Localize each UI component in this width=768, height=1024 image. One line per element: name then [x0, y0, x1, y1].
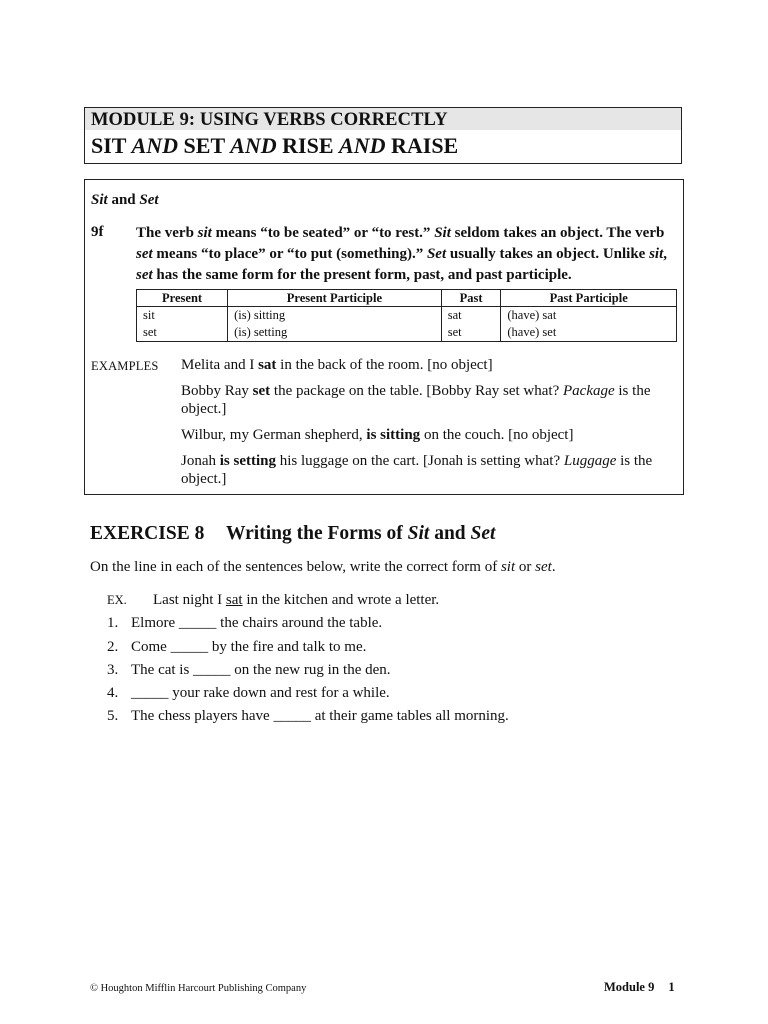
rule-part: set [136, 246, 153, 262]
rule-part: Sit [434, 225, 451, 241]
heading-word: Sit [91, 192, 108, 208]
item-number: 5. [107, 708, 119, 725]
item-number: 3. [107, 661, 119, 678]
exercise-instructions [90, 559, 556, 576]
text-part: Package [563, 383, 615, 399]
title-word: RAISE [385, 133, 459, 158]
title-word: AND [339, 133, 386, 158]
rule-part: means “to be seated” or “to rest.” [211, 225, 435, 241]
exercise-heading [90, 523, 495, 545]
text-part: in the kitchen and wrote a letter. [242, 592, 440, 608]
text-part: Luggage [563, 453, 617, 469]
title-part: and [429, 523, 471, 544]
rule-part: sit [197, 225, 212, 241]
example-sentence [181, 356, 676, 374]
title-word: AND [230, 133, 277, 158]
rule-number: 9f [91, 224, 104, 240]
copyright-notice: © Houghton Mifflin Harcourt Publishing Company [90, 983, 307, 994]
text-part: sat [258, 357, 277, 373]
table-cell: (have) sat [501, 307, 677, 325]
item-number: 4. [107, 685, 119, 702]
table-row [137, 307, 677, 325]
example-sentence [181, 426, 676, 444]
table-cell: sit [137, 307, 228, 325]
lesson-box [84, 179, 684, 495]
text-part: Last night I [153, 592, 226, 608]
item-number: 2. [107, 638, 119, 655]
column-header: Present Participle [228, 290, 442, 307]
table-cell: (is) setting [228, 324, 442, 342]
page-title [85, 130, 681, 162]
column-header: Past [441, 290, 501, 307]
text-part: on the couch. [no object] [420, 427, 574, 443]
verb-forms-table [136, 289, 677, 342]
table-cell: sat [441, 307, 501, 325]
examples-label: EXAMPLES [91, 359, 159, 373]
table-row [137, 324, 677, 342]
rule-part: sit [649, 246, 664, 262]
table-header-row [137, 290, 677, 307]
footer-module: Module 9 [604, 980, 655, 994]
text-part: Melita and I [181, 357, 259, 373]
text-part: sit [500, 559, 516, 575]
page-footer [604, 980, 675, 995]
example-sentence [181, 452, 676, 488]
item-text: Elmore _____ the chairs around the table. [131, 615, 383, 632]
text-part: Bobby Ray [181, 383, 253, 399]
exercise-number: EXERCISE 8 [90, 523, 205, 544]
example-label: EX. [107, 593, 127, 607]
column-header: Present [137, 290, 228, 307]
text-part: Jonah [181, 453, 220, 469]
text-part: is the object.] [181, 453, 653, 487]
table-cell: set [137, 324, 228, 342]
text-part: On the line in each of the sentences below, write the correct form of [90, 559, 501, 575]
text-part: is setting [219, 453, 276, 469]
rule-part: means “to place” or “to put (something).” [152, 246, 427, 262]
rule-part: set [136, 267, 153, 283]
column-header: Past Participle [501, 290, 677, 307]
item-text: The cat is _____ on the new rug in the den. [131, 661, 391, 678]
title-word: SIT [91, 133, 132, 158]
item-text: The chess players have _____ at their game tables all morning. [131, 708, 509, 725]
text-part: Wilbur, my German shepherd, [181, 427, 367, 443]
exercise-items [107, 590, 509, 730]
rule-part: seldom takes an object. The verb [450, 225, 665, 241]
text-part: or [515, 559, 536, 575]
list-item [107, 683, 509, 706]
rule-part: , [663, 246, 668, 262]
example-sentence [181, 382, 676, 418]
title-part: Set [470, 523, 496, 544]
text-part: is sitting [366, 427, 421, 443]
title-word: SET [178, 133, 231, 158]
text-part: in the back of the room. [no object] [276, 357, 493, 373]
list-item [107, 706, 509, 729]
title-word: AND [131, 133, 179, 158]
table-cell: set [441, 324, 501, 342]
heading-word: Set [139, 192, 159, 208]
list-item [107, 637, 509, 660]
examples-list [181, 356, 676, 496]
rule-part: usually takes an object. Unlike [446, 246, 650, 262]
example-item [107, 590, 509, 613]
table-cell: (have) set [501, 324, 677, 342]
item-text: _____ your rake down and rest for a while. [131, 685, 390, 702]
rule-text [136, 223, 678, 286]
rule-part: Set [426, 246, 447, 262]
module-heading: MODULE 9: USING VERBS CORRECTLY [85, 108, 681, 130]
answer-word: sat [225, 592, 243, 608]
rule-part: has the same form for the present form, past, and past participle. [152, 267, 572, 283]
table-cell: (is) sitting [228, 307, 442, 325]
text-part: his luggage on the cart. [Jonah is setting what? [276, 453, 564, 469]
section-heading [91, 192, 159, 209]
page-number: 1 [668, 980, 675, 994]
title-word: RISE [276, 133, 340, 158]
title-part: Writing the Forms of [226, 523, 408, 544]
text-part: . [551, 559, 556, 575]
list-item [107, 613, 509, 636]
rule-part: The verb [136, 225, 198, 241]
list-item [107, 660, 509, 683]
text-part: set [535, 559, 552, 575]
heading-word: and [107, 192, 140, 208]
text-part: is the object.] [181, 383, 651, 417]
item-number: 1. [107, 615, 119, 632]
text-part: the package on the table. [Bobby Ray set what? [270, 383, 563, 399]
text-part: set [252, 383, 271, 399]
title-part: Sit [407, 523, 430, 544]
item-text: Come _____ by the fire and talk to me. [131, 638, 367, 655]
module-title-box [84, 107, 682, 164]
